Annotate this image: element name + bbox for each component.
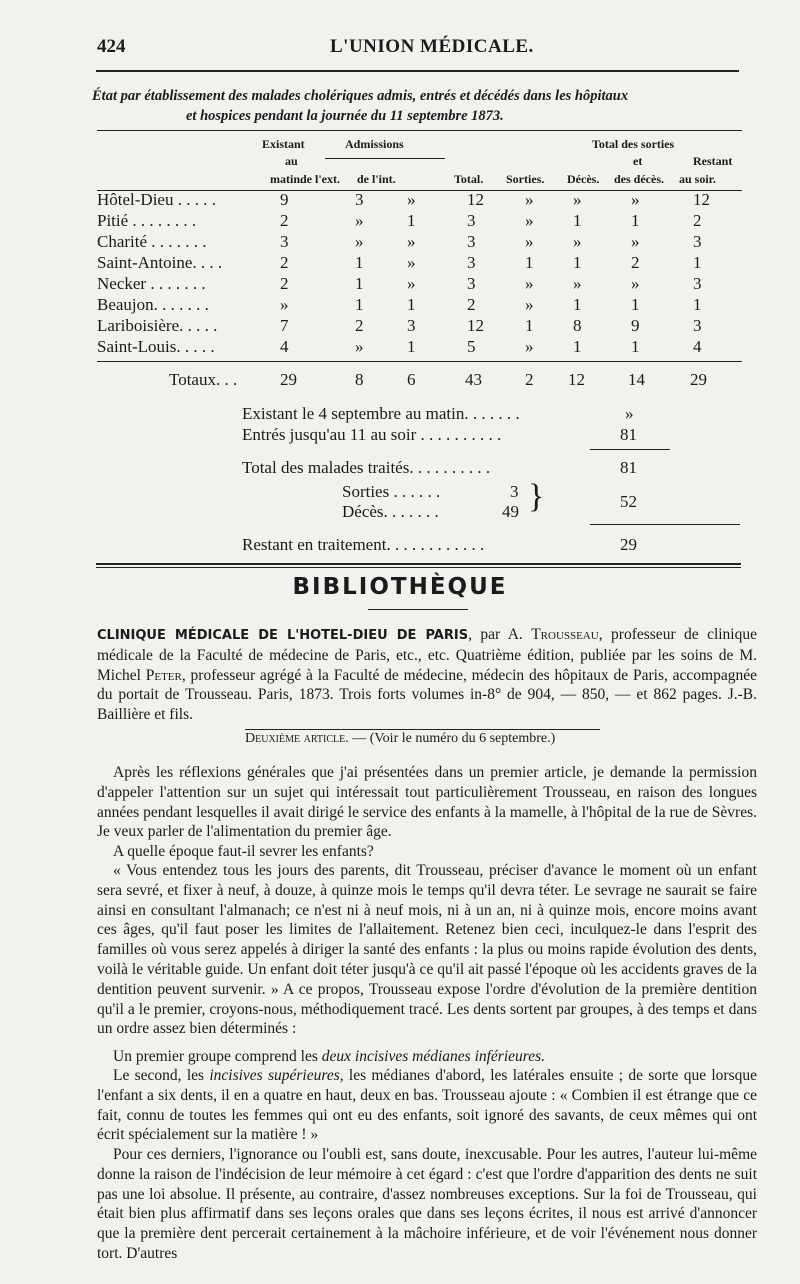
- cell-int: »: [407, 274, 416, 293]
- cell-existant: 2: [280, 253, 289, 272]
- col-existant-matin: matin.: [270, 172, 303, 186]
- book-by: , par A.: [468, 626, 532, 643]
- cell-total-sorties: »: [631, 232, 640, 251]
- summary-existant-value: »: [625, 404, 634, 423]
- paragraph-3: « Vous entendez tous les jours des parents, dit Trousseau, préciser d'avance le moment où un enfant sera sevré, et fixer à neuf, à douze, à quinze mois le temps qu'il devra téter. Le sevrage ne saurait se faire ainsi en consultant l'almanach; ce n'est ni à neuf mois, ni à un an, ni à quinze mois, encore moins avant ces âges, qu'il faut poser les limites de l'allaitement. Retenez bien ceci, inculquez-le dans l'esprit des familles où vous serez appelés à diriger la santé des enfants : la plus ou moins rapide évolution des dents, voilà le véritable guide. Un enfant doit téter jusqu'à ce qu'il ait passé l'époque où les accidents graves de la dentition peuvent survenir. » A ce propos, Trousseau expose l'ordre d'évolution de la première dentition qu'il a le premier, croyons-nous, méthodiquement tracé. Les dents sortent par groupes, à des temps et dans un ordre assez bien déterminés :: [97, 862, 757, 1038]
- col-int: de l'int.: [357, 172, 396, 186]
- cell-total: 12: [467, 190, 484, 209]
- cell-sorties: 1: [525, 253, 534, 272]
- cell-total: 2: [467, 295, 476, 314]
- col-sorties: Sorties.: [506, 172, 545, 186]
- totals-deces: 12: [568, 370, 585, 389]
- cell-int: 3: [407, 316, 416, 335]
- cell-total: 3: [467, 211, 476, 230]
- cell-restant: 3: [693, 316, 702, 335]
- cell-restant: 1: [693, 253, 702, 272]
- hospital-name: Beaujon. . . . . . .: [97, 295, 209, 314]
- cell-sorties: »: [525, 190, 534, 209]
- totals-restant: 29: [690, 370, 707, 389]
- cell-deces: 1: [573, 337, 582, 356]
- hospital-name: Lariboisière. . . . .: [97, 316, 218, 335]
- totals-rule: [97, 361, 742, 362]
- book-title: CLINIQUE MÉDICALE DE L'HOTEL-DIEU DE PARIS: [97, 628, 469, 643]
- p5-italic: incisives supérieures: [209, 1067, 340, 1084]
- cell-ext: »: [355, 211, 364, 230]
- cell-total: 12: [467, 316, 484, 335]
- totals-label: Totaux. . .: [169, 370, 238, 389]
- cell-restant: 12: [693, 190, 710, 209]
- section-rule-top: [96, 563, 741, 565]
- hospital-name: Charité . . . . . . .: [97, 232, 207, 251]
- summary-rule-1: [590, 449, 670, 450]
- paragraph-2: A quelle époque faut-il sevrer les enfants?: [113, 843, 374, 860]
- cell-restant: 3: [693, 274, 702, 293]
- summary-entres-value: 81: [620, 425, 637, 444]
- cell-int: »: [407, 190, 416, 209]
- summary-sorties-label: Sorties . . . . . .: [342, 482, 441, 501]
- hospital-name: Saint-Antoine. . . .: [97, 253, 223, 272]
- cell-total-sorties: 9: [631, 316, 640, 335]
- hospital-name: Saint-Louis. . . . .: [97, 337, 215, 356]
- journal-title: L'UNION MÉDICALE.: [330, 36, 534, 57]
- col-total: Total.: [454, 172, 484, 186]
- cell-deces: 1: [573, 295, 582, 314]
- col-admissions: Admissions: [345, 137, 404, 151]
- page-number: 424: [97, 36, 126, 57]
- book-reference: [97, 625, 757, 725]
- summary-rule-2: [590, 524, 740, 525]
- cell-sorties: »: [525, 274, 534, 293]
- cell-existant: 7: [280, 316, 289, 335]
- cell-existant: 3: [280, 232, 289, 251]
- summary-deces-value: 49: [502, 502, 519, 521]
- article-label-line: [245, 731, 555, 747]
- cell-total-sorties: »: [631, 274, 640, 293]
- totals-total: 43: [465, 370, 482, 389]
- totals-ext: 8: [355, 370, 364, 389]
- article-note: — (Voir le numéro du 6 septembre.): [348, 731, 556, 746]
- article-rule: [245, 729, 600, 730]
- section-title-rule: [368, 609, 468, 610]
- p5-text-a: Le second, les: [113, 1067, 210, 1084]
- cell-total-sorties: 1: [631, 337, 640, 356]
- cell-int: »: [407, 232, 416, 251]
- book-details-2: , professeur agrégé à la Faculté de médecine, médecin des hôpitaux de Paris, accompagnée du portait de Trousseau. Paris, 1873. Trois forts volumes in-8° de 904, — 850, — et 862 pages. J.-B. Baillière et fils.: [97, 666, 758, 724]
- summary-total-label: Total des malades traités. . . . . . . . . .: [242, 458, 491, 477]
- cell-ext: 1: [355, 295, 364, 314]
- cell-total: 3: [467, 232, 476, 251]
- col-deces: Décès.: [567, 172, 600, 186]
- cell-existant: 2: [280, 211, 289, 230]
- summary-combined-value: 52: [620, 492, 637, 511]
- cell-total: 3: [467, 253, 476, 272]
- cell-existant: 2: [280, 274, 289, 293]
- book-author: Trousseau: [531, 626, 599, 643]
- summary-total-value: 81: [620, 458, 637, 477]
- cell-ext: 1: [355, 253, 364, 272]
- cell-total-sorties: »: [631, 190, 640, 209]
- article-label: Deuxième article.: [245, 731, 349, 746]
- cell-restant: 4: [693, 337, 702, 356]
- section-rule-top-2: [96, 567, 741, 568]
- cell-deces: »: [573, 232, 582, 251]
- cell-sorties: »: [525, 232, 534, 251]
- p5-text-b: , les médianes d'abord, les latérales ensuite ; de sorte que lorsque l'enfant a six dents, il en a quatre en haut, deux en bas. Trousseau ajoute : « Combien il est étrange que ce fait, connu de toutes les femmes qui ont eu des enfants, soit ignoré des savants, de ceux mêmes qui ont écrit spécialement sur la matière ! »: [97, 1067, 757, 1144]
- totals-existant: 29: [280, 370, 297, 389]
- cell-deces: »: [573, 274, 582, 293]
- cell-ext: 1: [355, 274, 364, 293]
- summary-sorties-value: 3: [510, 482, 519, 501]
- col-au-soir: au soir.: [679, 172, 716, 186]
- hospital-name: Necker . . . . . . .: [97, 274, 206, 293]
- col-et: et: [633, 154, 643, 168]
- cell-deces: 8: [573, 316, 582, 335]
- cell-total: 5: [467, 337, 476, 356]
- cell-int: »: [407, 253, 416, 272]
- summary-brace: }: [528, 478, 545, 515]
- cell-sorties: 1: [525, 316, 534, 335]
- cell-restant: 2: [693, 211, 702, 230]
- cell-deces: »: [573, 190, 582, 209]
- p4-text: Un premier groupe comprend les: [113, 1048, 322, 1065]
- cell-deces: 1: [573, 211, 582, 230]
- totals-int: 6: [407, 370, 416, 389]
- paragraph-1: Après les réflexions générales que j'ai présentées dans un premier article, je demande la permission d'appeler l'attention sur un sujet qui intéressait tout particulièrement Trousseau, en raison des longues années pendant lesquelles il avait dirigé le service des enfants à la mamelle, à l'hôpital de la rue de Sèvres. Je veux parler de l'alimentation du premier âge.: [97, 764, 757, 841]
- cell-sorties: »: [525, 337, 534, 356]
- totals-total-sorties: 14: [628, 370, 645, 389]
- p4-italic: deux incisives médianes inférieures.: [321, 1048, 546, 1065]
- cell-int: 1: [407, 337, 416, 356]
- col-existant: Existant: [262, 137, 305, 151]
- col-ext: de l'ext.: [300, 172, 340, 186]
- cell-existant: 4: [280, 337, 289, 356]
- cell-ext: 3: [355, 190, 364, 209]
- summary-entres-label: Entrés jusqu'au 11 au soir . . . . . . . . . .: [242, 425, 502, 444]
- header-rule: [96, 70, 739, 72]
- summary-restant-label: Restant en traitement. . . . . . . . . . . .: [242, 535, 485, 554]
- table-caption-line1: État par établissement des malades cholériques admis, entrés et décédés dans les hôpitaux: [92, 88, 629, 104]
- cell-existant: 9: [280, 190, 289, 209]
- cell-existant: »: [280, 295, 289, 314]
- summary-existant-label: Existant le 4 septembre au matin. . . . . . .: [242, 404, 520, 423]
- hospital-name: Hôtel-Dieu . . . . .: [97, 190, 216, 209]
- cell-ext: 2: [355, 316, 364, 335]
- col-total-sorties: Total des sorties: [592, 137, 675, 151]
- col-existant-au: au: [285, 154, 298, 168]
- table-top-rule: [97, 130, 742, 131]
- cell-int: 1: [407, 295, 416, 314]
- cell-sorties: »: [525, 211, 534, 230]
- summary-restant-value: 29: [620, 535, 637, 554]
- paragraph-6: Pour ces derniers, l'ignorance ou l'oubli est, sans doute, inexcusable. Pour les autres, l'auteur lui-même donne la raison de l'indécision de leur mémoire à cet égard : c'est que l'ordre d'apparition des dents ne suit pas une loi absolue. Il présente, au contraire, d'assez nombreuses exceptions. Sur la foi de Trousseau, qui était bien plus affirmatif dans ses leçons orales que dans ses leçons écrites, il nous est arrivé d'annoncer que la première dent percerait certainement à la mâchoire inférieure, et de voir l'événement nous donner tort. D'autres: [97, 1146, 757, 1262]
- cell-ext: »: [355, 337, 364, 356]
- col-des-deces: des décès.: [614, 172, 664, 186]
- col-restant: Restant: [693, 154, 733, 168]
- cell-total-sorties: 1: [631, 211, 640, 230]
- paragraph-4: [97, 1047, 757, 1067]
- summary-deces-label: Décès. . . . . . .: [342, 502, 439, 521]
- book-details-1: , professeur de clinique médicale de la Faculté de médecine de Paris, etc., etc. Quatrième édition, publiée par les soins de M. Michel: [97, 626, 757, 684]
- cell-total-sorties: 2: [631, 253, 640, 272]
- cell-total: 3: [467, 274, 476, 293]
- section-title: BIBLIOTHÈQUE: [292, 574, 508, 600]
- cell-int: 1: [407, 211, 416, 230]
- cell-deces: 1: [573, 253, 582, 272]
- cell-restant: 1: [693, 295, 702, 314]
- cell-sorties: »: [525, 295, 534, 314]
- hospital-name: Pitié . . . . . . . .: [97, 211, 197, 230]
- table-caption-line2: et hospices pendant la journée du 11 septembre 1873.: [186, 108, 504, 124]
- totals-sorties: 2: [525, 370, 534, 389]
- admissions-brace: [325, 158, 445, 159]
- cell-ext: »: [355, 232, 364, 251]
- book-editor: Peter: [145, 666, 182, 684]
- cell-restant: 3: [693, 232, 702, 251]
- cell-total-sorties: 1: [631, 295, 640, 314]
- paragraph-5: [97, 1066, 757, 1145]
